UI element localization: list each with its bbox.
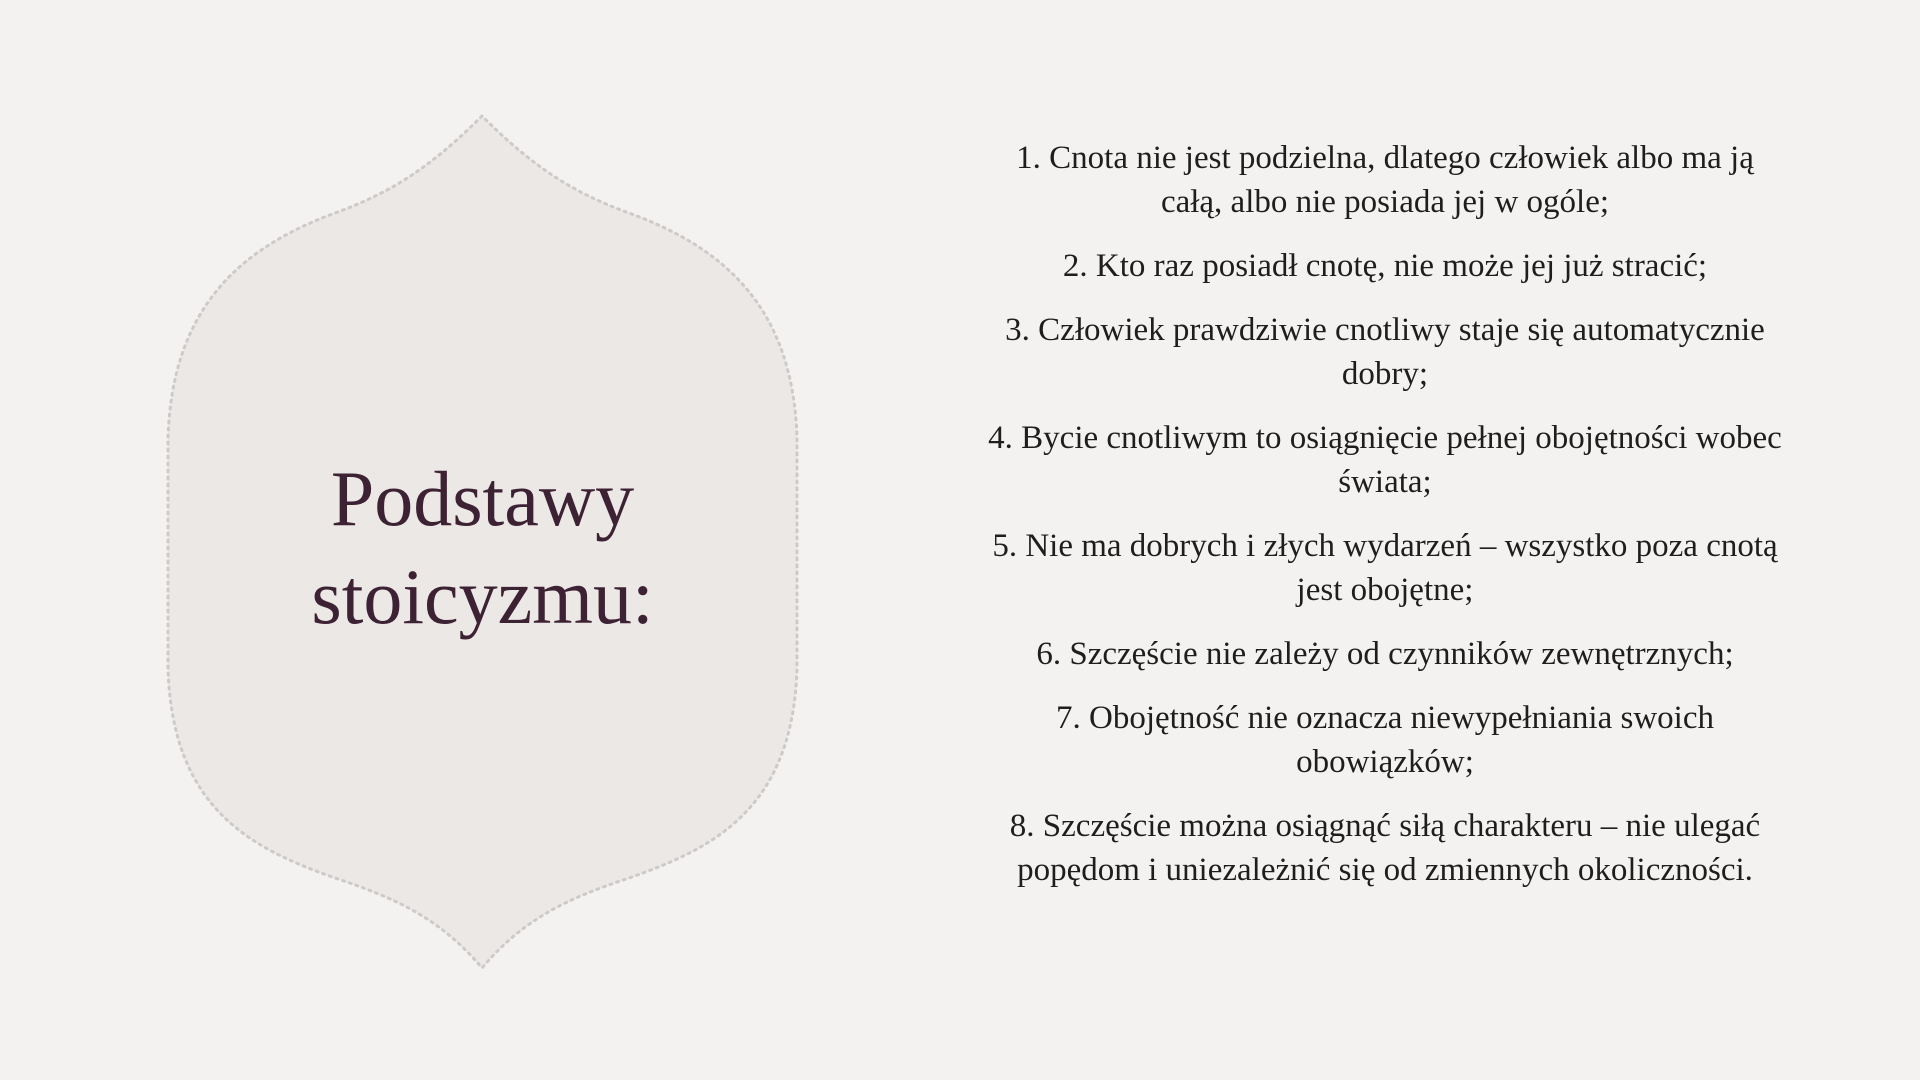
list-item: 4. Bycie cnotliwym to osiągnięcie pełnej obojętności wobec świata; [988,420,1782,500]
list-item: 2. Kto raz posiadł cnotę, nie może jej już stracić; [1062,248,1708,284]
title-line-2: stoicyzmu: [311,553,654,640]
list-item: 8. Szczęście można osiągnąć siłą charakteru – nie ulegać popędom i uniezależnić się od zmiennych okoliczności. [1009,808,1761,888]
list-item: 1. Cnota nie jest podzielna, dlatego człowiek albo ma ją całą, albo nie posiada jej w ogóle; [1016,140,1754,220]
list-item: 7. Obojętność nie oznacza niewypełniania swoich obowiązków; [1056,700,1714,780]
title-line-1: Podstawy [330,455,635,542]
list-item: 5. Nie ma dobrych i złych wydarzeń – wszystko poza cnotą jest obojętne; [992,528,1778,608]
list-item: 3. Człowiek prawdziwie cnotliwy staje się automatycznie dobry; [1005,312,1765,392]
list-item: 6. Szczęście nie zależy od czynników zewnętrznych; [1036,636,1734,672]
slide-title [160,450,805,646]
principles-list [985,136,1785,912]
